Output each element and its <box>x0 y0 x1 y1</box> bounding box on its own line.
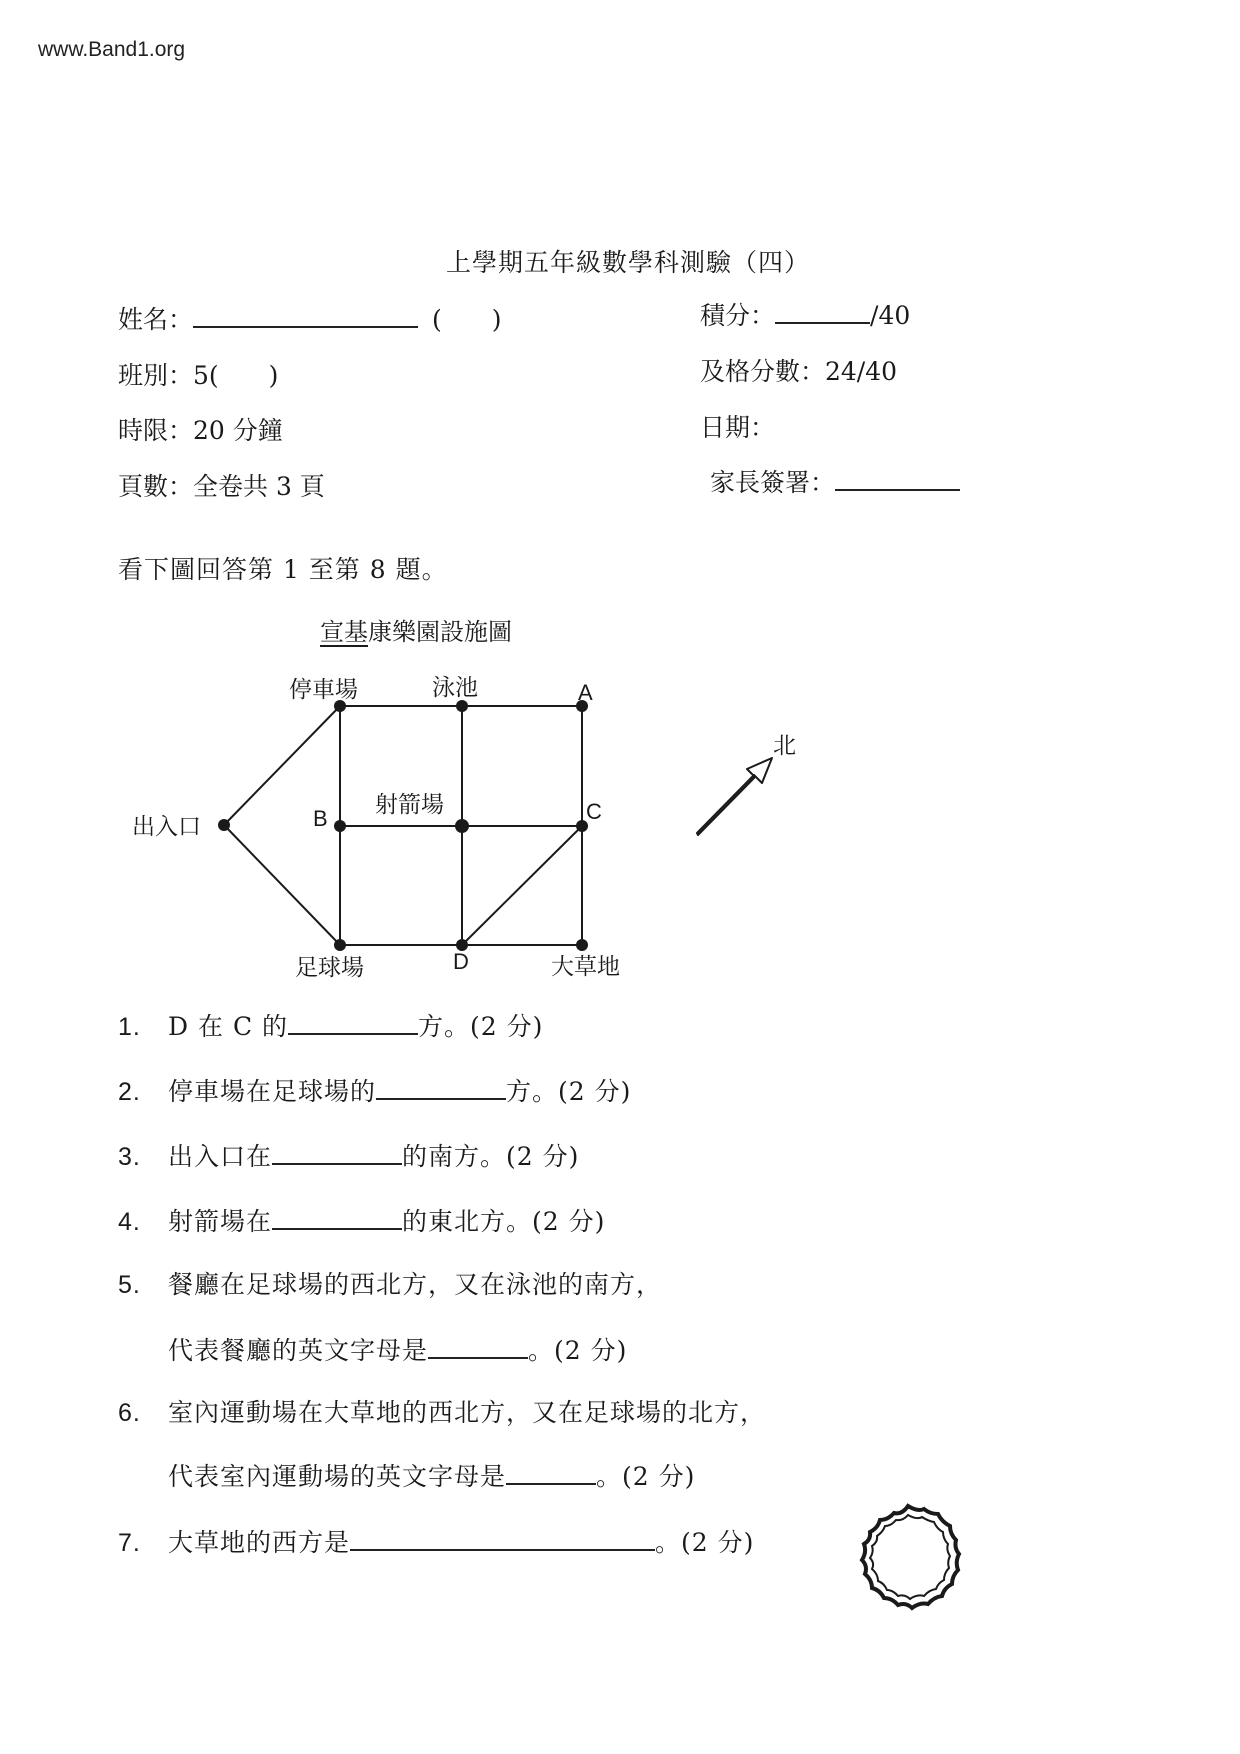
label-b: B <box>313 806 328 831</box>
node-entrance <box>218 819 230 831</box>
label-archery: 射箭場 <box>375 792 444 818</box>
label-parking: 停車場 <box>289 677 358 703</box>
label-pool: 泳池 <box>432 675 478 701</box>
answer-blank-1[interactable] <box>288 1013 418 1035</box>
score-total: /40 <box>870 301 911 330</box>
question-1: 1. D 在 C 的 方。(2 分) <box>118 1012 544 1041</box>
answer-blank-5[interactable] <box>428 1337 528 1359</box>
answer-blank-6[interactable] <box>506 1463 596 1485</box>
answer-blank-3[interactable] <box>272 1143 402 1165</box>
question-5: 5. 餐廳在足球場的西北方，又在泳池的南方， <box>118 1270 663 1299</box>
answer-blank-2[interactable] <box>376 1078 506 1100</box>
map-title-school: 宣基 <box>320 618 368 646</box>
class-row: 班別：5( ) <box>118 361 279 390</box>
score-seal-icon <box>852 1502 964 1614</box>
time-limit: 時限：20 分鐘 <box>118 416 283 445</box>
score-label: 積分： <box>700 301 776 330</box>
parent-signature-label: 家長簽署： <box>710 468 836 497</box>
label-football: 足球場 <box>295 955 364 981</box>
node-lawn <box>576 939 588 951</box>
label-d: D <box>453 949 469 974</box>
label-c: C <box>586 799 602 824</box>
label-entrance: 出入口 <box>132 814 201 840</box>
question-7: 7. 大草地的西方是 。(2 分) <box>118 1528 755 1557</box>
answer-blank-4[interactable] <box>272 1208 402 1230</box>
label-north: 北 <box>773 733 796 759</box>
node-pool <box>456 700 468 712</box>
map-paths <box>224 706 582 945</box>
question-5-line-2: 代表餐廳的英文字母是 。(2 分) <box>168 1336 628 1365</box>
class-number-paren: ( ) <box>431 305 502 334</box>
page-title: 上學期五年級數學科測驗（四） <box>446 248 811 277</box>
question-6-line-2: 代表室內運動場的英文字母是 。(2 分) <box>168 1462 696 1491</box>
label-a: A <box>578 680 593 705</box>
answer-blank-7[interactable] <box>350 1529 655 1551</box>
site-watermark: www.Band1.org <box>38 38 186 61</box>
node-football <box>334 939 346 951</box>
question-4: 4. 射箭場在 的東北方。(2 分) <box>118 1207 606 1236</box>
date-row: 日期： <box>700 413 776 442</box>
question-2: 2. 停車場在足球場的 方。(2 分) <box>118 1077 632 1106</box>
instruction: 看下圖回答第 1 至第 8 題。 <box>118 555 448 584</box>
label-lawn: 大草地 <box>551 954 620 980</box>
name-label: 姓名： <box>118 305 194 334</box>
node-b <box>334 820 346 832</box>
node-archery <box>455 819 469 833</box>
pass-mark: 及格分數：24/40 <box>700 357 898 386</box>
question-3: 3. 出入口在 的南方。(2 分) <box>118 1142 580 1171</box>
north-arrow-icon <box>697 733 796 835</box>
page-count: 頁數：全卷共 3 頁 <box>118 472 325 501</box>
map-title-rest: 康樂園設施圖 <box>368 618 512 646</box>
question-6: 6. 室內運動場在大草地的西北方，又在足球場的北方， <box>118 1398 767 1427</box>
